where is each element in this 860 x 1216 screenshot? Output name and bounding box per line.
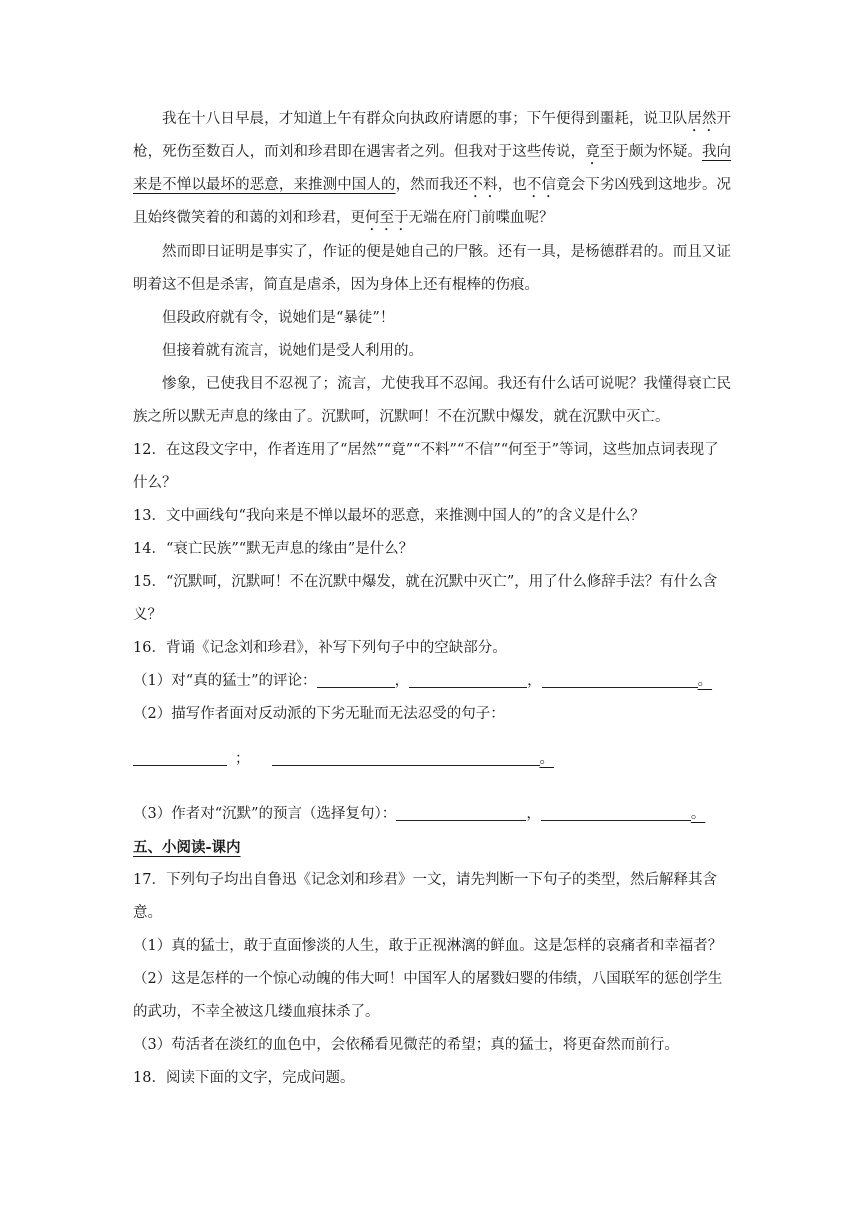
question-14: 14．“衰亡民族”“默无声息的缘由”是什么？ xyxy=(133,541,414,557)
answer-blank[interactable] xyxy=(133,749,227,766)
dotted-word-juran: 居然 xyxy=(687,111,717,127)
answer-blank[interactable] xyxy=(396,804,526,821)
passage-paragraph-3: 但段政府就有令，说她们是“暴徒”！ xyxy=(162,310,395,326)
passage-text: ，然而我还 xyxy=(395,177,469,193)
question-17-2: （2）这是怎样的一个惊心动魄的伟大呵！中国军人的屠戮妇婴的伟绩，八国联军的惩创学生的武功，不幸全被这几缕血痕抹杀了。 xyxy=(133,971,723,1020)
answer-blank[interactable] xyxy=(542,671,698,688)
answer-blank[interactable] xyxy=(317,671,395,688)
dotted-word-hezhiyu: 何至于 xyxy=(365,210,409,226)
passage-text: 至于颇为怀疑。 xyxy=(599,144,702,160)
question-16-1-label: （1）对“真的猛士”的评论： xyxy=(133,673,317,689)
question-12: 12．在这段文字中，作者连用了“居然”“竟”“不料”“不信”“何至于”等词，这些加点词表现了什么？ xyxy=(133,442,719,491)
punct: 。 xyxy=(539,751,554,767)
passage-text: 无端在府门前喋血呢？ xyxy=(408,210,554,226)
question-15: 15．“沉默呵，沉默呵！不在沉默中爆发，就在沉默中灭亡”，用了什么修辞手法？有什么含义？ xyxy=(133,574,718,623)
question-18: 18．阅读下面的文字，完成问题。 xyxy=(133,1070,355,1086)
question-16-3 xyxy=(133,798,731,831)
passage-text: 开枪，死伤至数百人，而刘和珍君即在遇害者之列。但我对于这些传说， xyxy=(133,111,731,160)
dotted-word-buxin: 不信 xyxy=(526,177,557,193)
question-13: 13．文中画线句“我向来是不惮以最坏的恶意，来推测中国人的”的含义是什么？ xyxy=(133,508,645,524)
answer-blank[interactable] xyxy=(541,804,691,821)
punct: ， xyxy=(394,673,410,689)
passage-paragraph-2: 然而即日证明是事实了，作证的便是她自己的尸骸。还有一具，是杨德群君的。而且又证明着这不但是杀害，简直是虐杀，因为身体上还有棍棒的伤痕。 xyxy=(133,244,731,293)
passage-text: ，也 xyxy=(497,177,527,193)
dotted-word-jing: 竟 xyxy=(585,144,600,160)
punct: 。 xyxy=(697,673,713,689)
punct: 。 xyxy=(690,806,706,822)
passage-text: 竟会下劣凶残到这地步。况且始终微笑着的和蔼的刘和珍君，更 xyxy=(133,177,732,226)
section-title: 五、小阅读-课内 xyxy=(133,839,241,856)
passage-paragraph-5: 惨象，已使我目不忍视了；流言，尤使我耳不忍闻。我还有什么话可说呢？我懂得衰亡民族之所以默无声息的缘由了。沉默呵，沉默呵！不在沉默中爆发，就在沉默中灭亡。 xyxy=(133,376,731,425)
passage-text: 我在十八日早晨，才知道上午有群众向执政府请愿的事；下午便得到噩耗，说卫队 xyxy=(162,111,688,127)
punct: ； xyxy=(235,751,250,767)
answer-blank[interactable] xyxy=(272,749,540,766)
punct: ， xyxy=(527,673,542,689)
underlined-sentence: 我向来是不惮以最坏的恶意，来推测中国人的 xyxy=(133,144,732,193)
punct: ， xyxy=(526,806,541,822)
question-17-3: （3）苟活者在淡红的血色中，会依稀看见微茫的希望；真的猛士，将更奋然而前行。 xyxy=(133,1037,679,1053)
question-17: 17．下列句子均出自鲁迅《记念刘和珍君》一文，请先判断一下句子的类型，然后解释其含意。 xyxy=(133,872,717,921)
question-16-2: （2）描写作者面对反动派的下劣无耻而无法忍受的句子： xyxy=(133,706,505,722)
dotted-word-buliao: 不料 xyxy=(468,177,498,193)
passage-paragraph-4: 但接着就有流言，说她们是受人利用的。 xyxy=(162,343,423,359)
question-16-1 xyxy=(133,665,731,698)
answer-blank[interactable] xyxy=(409,671,527,688)
passage-paragraph-1 xyxy=(133,103,731,235)
question-16-2-blanks xyxy=(133,743,731,776)
question-16: 16．背诵《记念刘和珍君》，补写下列句子中的空缺部分。 xyxy=(133,640,507,656)
question-17-1: （1）真的猛士，敢于直面惨淡的人生，敢于正视淋漓的鲜血。这是怎样的哀痛者和幸福者？ xyxy=(133,938,723,954)
question-16-3-label: （3）作者对“沉默”的预言（选择复句）： xyxy=(133,806,397,822)
